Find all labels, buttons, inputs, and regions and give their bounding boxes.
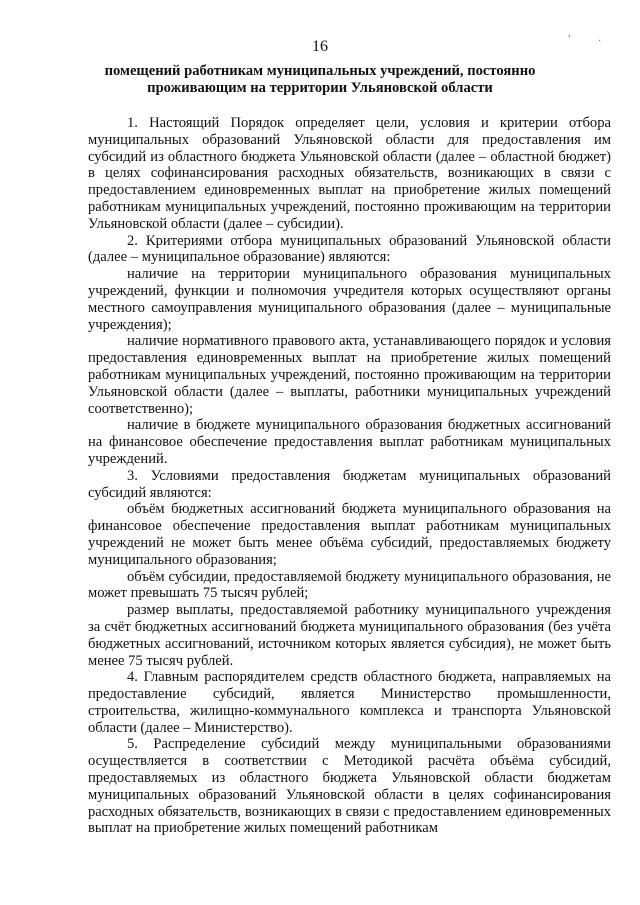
section-heading xyxy=(90,63,550,97)
paragraph: объём бюджетных ассигнований бюджета муниципального образования на финансовое обеспечение предоставления выплат работникам муниципальных учреждений не может быть менее объёма субсидий, предоставляемых бюджету муниципального образования; xyxy=(88,501,611,568)
heading-line: проживающим на территории Ульяновской области xyxy=(147,80,493,96)
paragraph: 5. Распределение субсидий между муниципальными образованиями осуществляется в соответствии с Методикой расчёта объёма субсидий, предоставляемых из областного бюджета Ульяновской области бюджетам муниципальных образований Ульяновской области в целях софинансирования расходных обязательств, возникающих в связи с предоставлением единовременных выплат на приобретение жилых помещений работникам xyxy=(88,736,611,837)
heading-line: помещений работникам муниципальных учреждений, постоянно xyxy=(104,63,536,79)
page-number: 16 xyxy=(312,38,328,55)
paragraph: размер выплаты, предоставляемой работнику муниципального учреждения за счёт бюджетных ассигнований бюджета муниципального образования (без учёта бюджетных ассигнований, источником которых является субсидия), не может быть менее 75 тысяч рублей. xyxy=(88,602,611,669)
paragraph: 3. Условиями предоставления бюджетам муниципальных образований субсидий являются: xyxy=(88,467,611,501)
paragraph: 2. Критериями отбора муниципальных образований Ульяновской области (далее – муниципальное образование) являются: xyxy=(88,232,611,266)
paragraph: 1. Настоящий Порядок определяет цели, условия и критерии отбора муниципальных образований Ульяновской области для предоставления им субсидий из областного бюджета Ульяновской области (далее – областной бюджет) в целях софинансирования расходных обязательств, возникающих в связи с предоставлением единовременных выплат на приобретение жилых помещений работникам муниципальных учреждений, постоянно проживающим на территории Ульяновской области (далее – субсидии). xyxy=(88,115,611,232)
paragraph: наличие на территории муниципального образования муниципальных учреждений, функции и полномочия учредителя которых осуществляют органы местного самоуправления муниципального образования (далее – муниципальные учреждения); xyxy=(88,266,611,333)
paragraph: наличие в бюджете муниципального образования бюджетных ассигнований на финансовое обеспечение предоставления выплат работникам муниципальных учреждений. xyxy=(88,417,611,467)
paragraph: объём субсидии, предоставляемой бюджету муниципального образования, не может превышать 75 тысяч рублей; xyxy=(88,568,611,602)
scan-mark: , xyxy=(568,28,571,39)
paragraph: 4. Главным распорядителем средств областного бюджета, направляемых на предоставление субсидий, является Министерство промышленности, строительства, жилищно-коммунального комплекса и транспорта Ульяновской области (далее – Министерство). xyxy=(88,669,611,736)
paragraph: наличие нормативного правового акта, устанавливающего порядок и условия предоставления единовременных выплат на приобретение жилых помещений работникам муниципальных учреждений, постоянно проживающим на территории Ульяновской области (далее – выплаты, работники муниципальных учреждений соответственно); xyxy=(88,333,611,417)
document-body xyxy=(88,115,611,837)
scan-mark: · xyxy=(598,36,602,47)
